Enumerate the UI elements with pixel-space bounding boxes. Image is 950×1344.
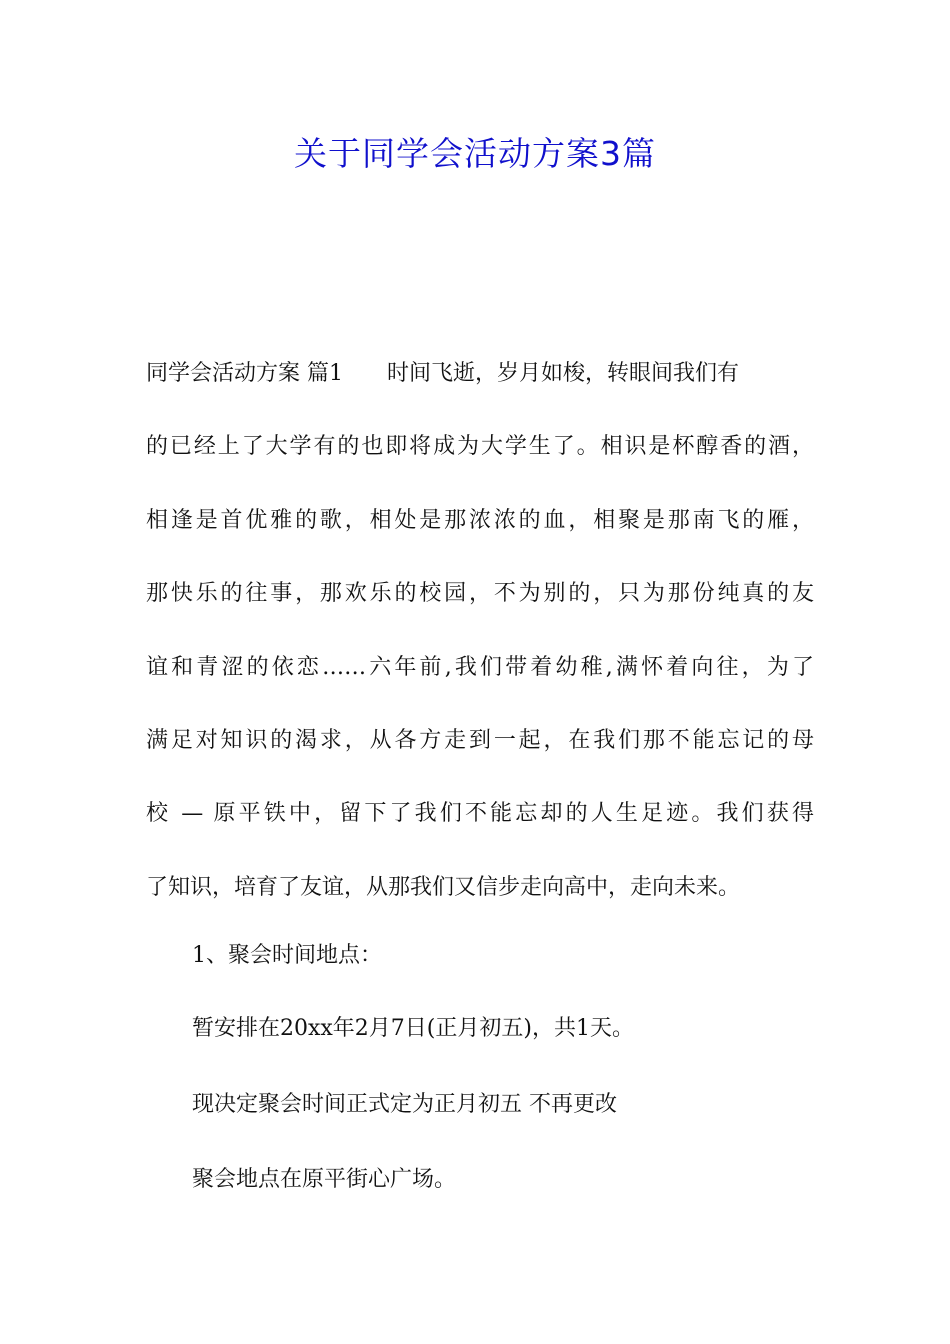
intro-line: 满足对知识的渴求，从各方走到一起，在我们那不能忘记的母 — [146, 727, 814, 753]
list-item: 暂安排在20xx年2月7日(正月初五)，共1天。 — [192, 1016, 634, 1041]
intro-line: 相逢是首优雅的歌，相处是那浓浓的血，相聚是那南飞的雁， — [146, 507, 814, 533]
list-item: 现决定聚会时间正式定为正月初五 不再更改 — [192, 1092, 617, 1117]
document-title: 关于同学会活动方案3篇 — [294, 134, 656, 173]
intro-line — [146, 337, 814, 410]
intro-line: 了知识，培育了友谊，从那我们又信步走向高中，走向未来。 — [146, 874, 741, 900]
list-item: 聚会地点在原平街心广场。 — [192, 1167, 457, 1192]
intro-line: 校 — 原平铁中，留下了我们不能忘却的人生足迹。我们获得 — [146, 801, 814, 827]
intro-paragraph — [146, 337, 814, 924]
intro-line: 那快乐的往事，那欢乐的校园，不为别的，只为那份纯真的友 — [146, 581, 814, 607]
list-item-heading: 1、聚会时间地点： — [192, 943, 382, 968]
section-heading: 同学会活动方案 篇1 — [146, 361, 343, 386]
intro-line: 谊和青涩的依恋……六年前,我们带着幼稚,满怀着向往，为了 — [146, 654, 814, 680]
intro-line-text: 时间飞逝，岁月如梭，转眼间我们有 — [387, 361, 740, 386]
intro-line: 的已经上了大学有的也即将成为大学生了。相识是杯醇香的酒， — [146, 434, 814, 460]
